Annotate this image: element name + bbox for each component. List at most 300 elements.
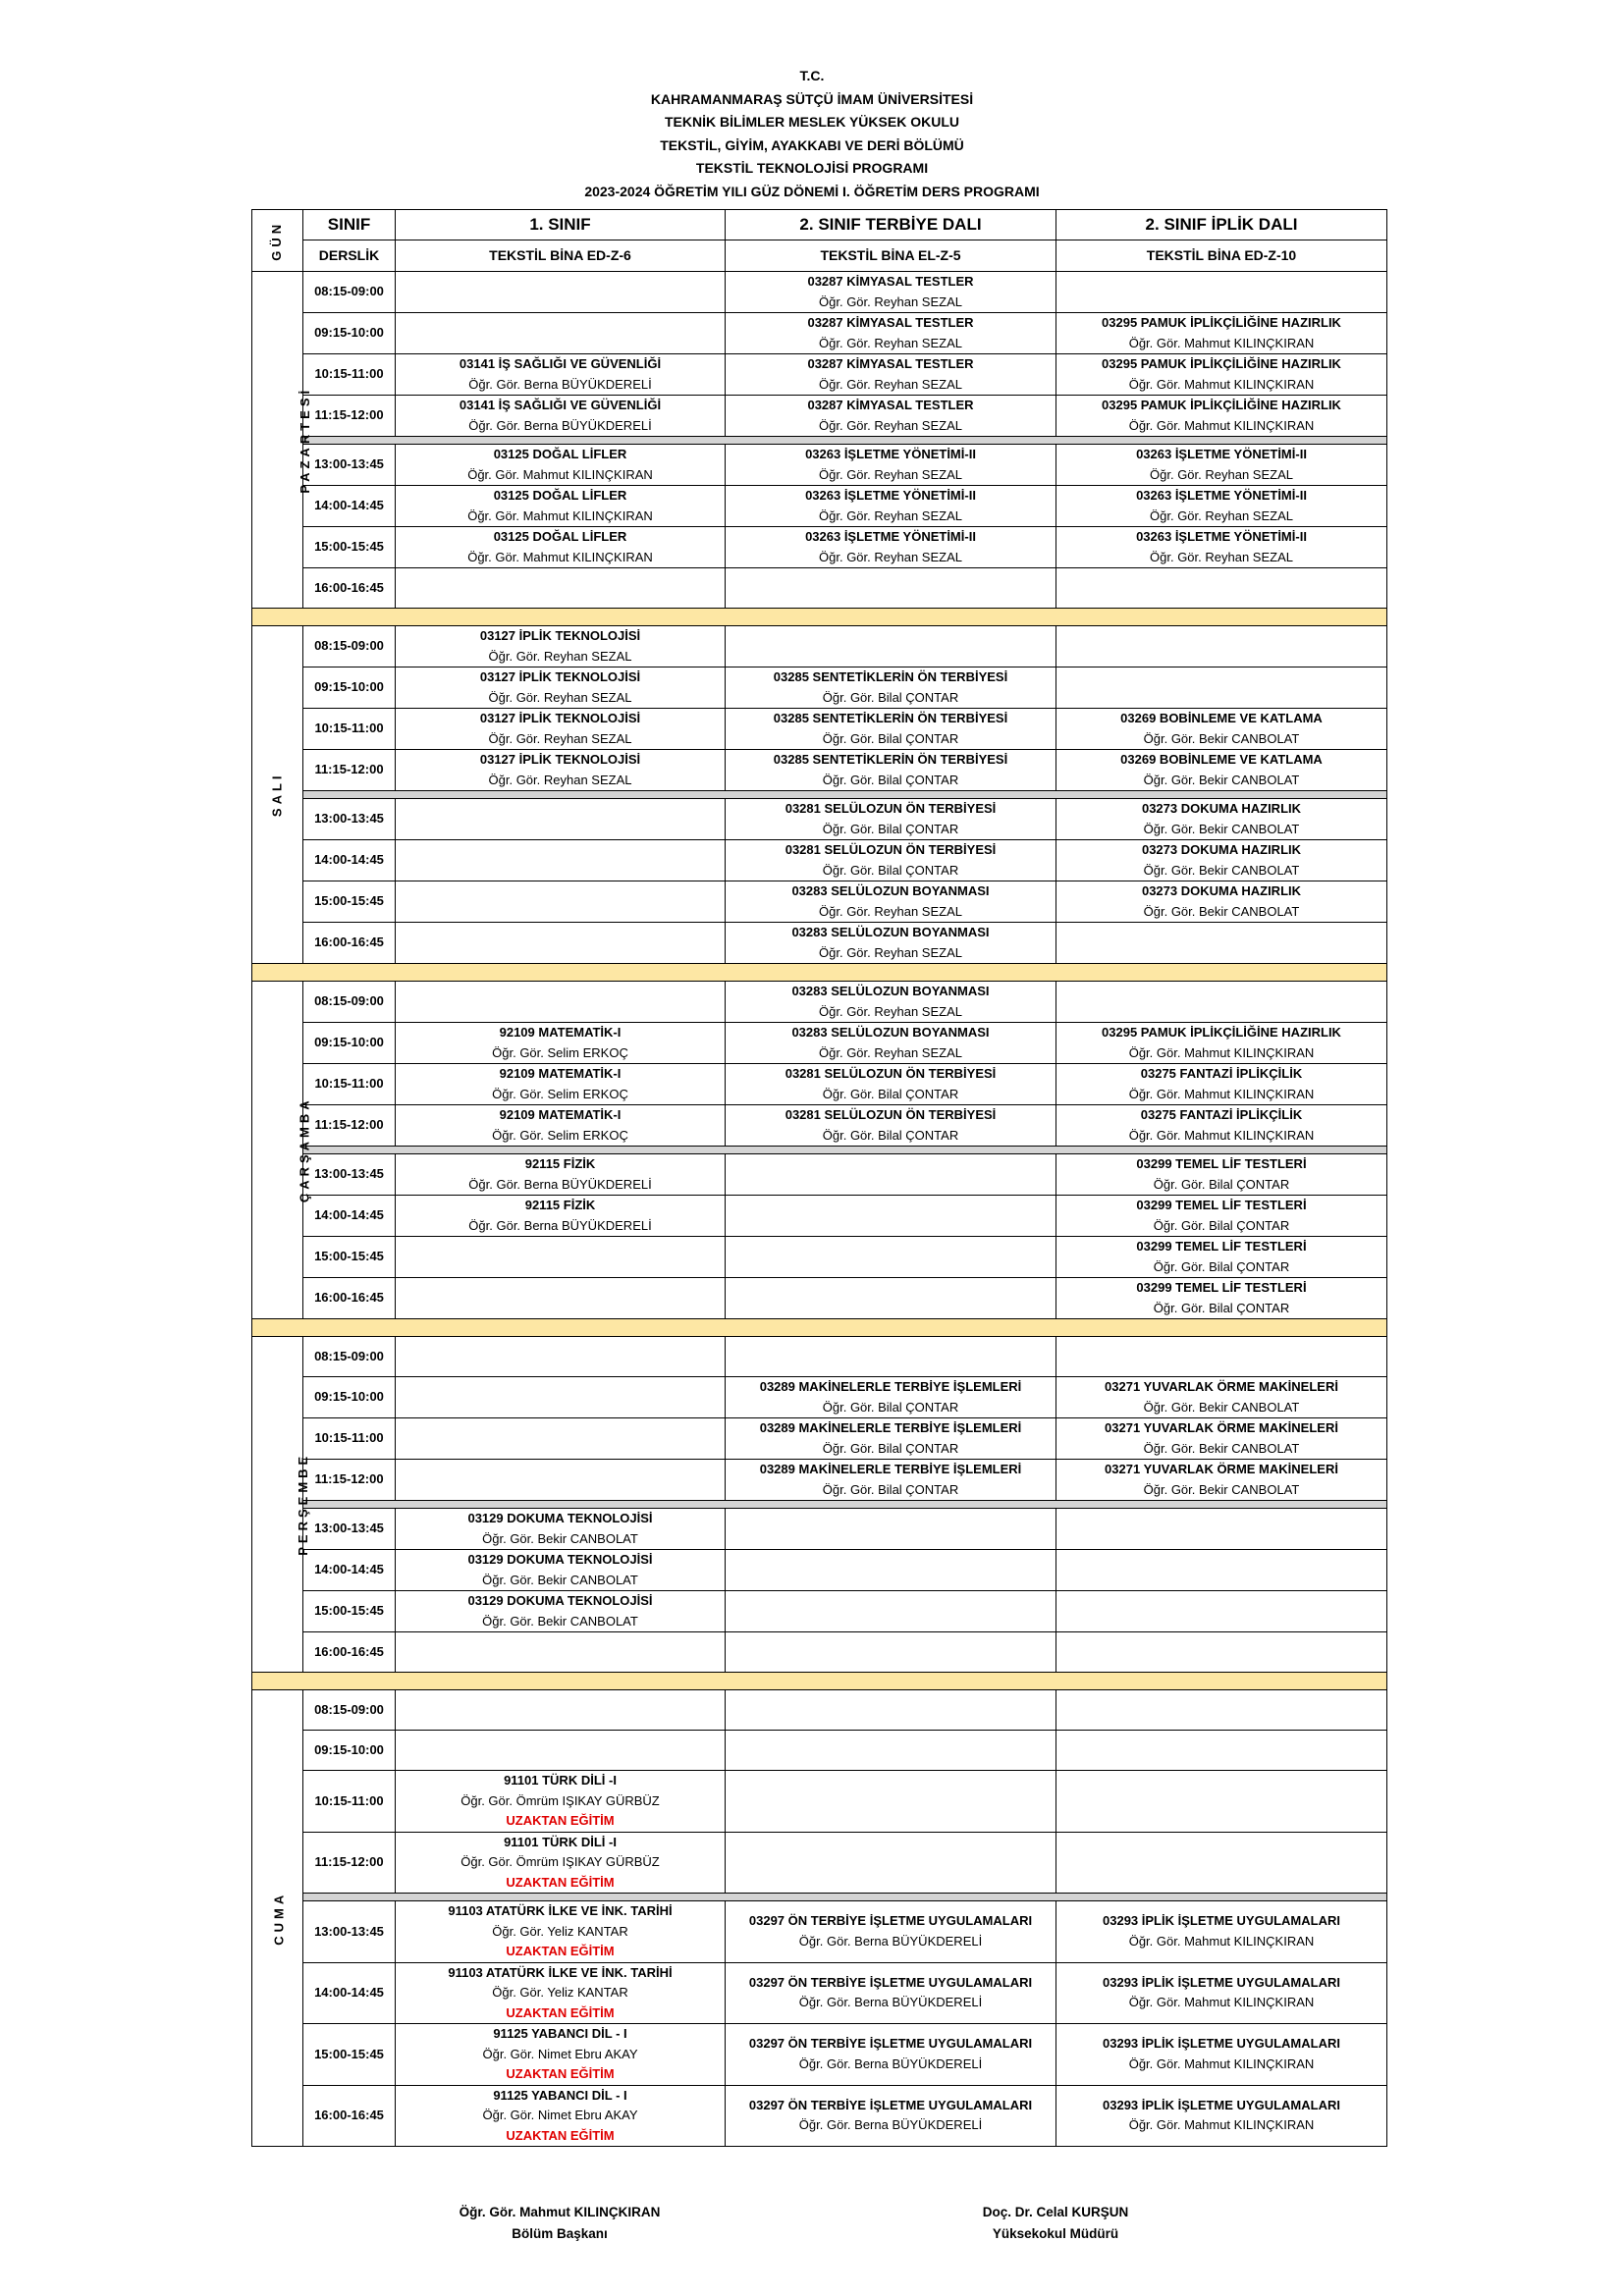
teacher-name: Öğr. Gör. Yeliz KANTAR bbox=[492, 1923, 628, 1939]
course-cell bbox=[1056, 799, 1387, 840]
schedule-row bbox=[252, 527, 1387, 568]
course-cell bbox=[1056, 1237, 1387, 1278]
empty-cell bbox=[1056, 568, 1387, 609]
lunch-break-row bbox=[252, 1147, 1387, 1154]
course-cell bbox=[1056, 354, 1387, 396]
schedule-row bbox=[252, 2085, 1387, 2147]
course-cell bbox=[1056, 750, 1387, 791]
time-slot: 14:00-14:45 bbox=[303, 1962, 396, 2024]
teacher-name: Öğr. Gör. Reyhan SEZAL bbox=[819, 1044, 962, 1060]
remote-note: UZAKTAN EĞİTİM bbox=[506, 2066, 615, 2081]
teacher-name: Öğr. Gör. Bekir CANBOLAT bbox=[1143, 730, 1300, 746]
course-name: 92115 FİZİK bbox=[524, 1198, 596, 1212]
teacher-name: Öğr. Gör. Mahmut KILINÇKIRAN bbox=[467, 507, 653, 523]
room-3: TEKSTİL BİNA ED-Z-10 bbox=[1056, 240, 1387, 272]
time-slot: 08:15-09:00 bbox=[303, 626, 396, 667]
time-slot: 13:00-13:45 bbox=[303, 799, 396, 840]
empty-cell bbox=[396, 982, 726, 1023]
course-cell bbox=[1056, 1278, 1387, 1319]
time-slot: 09:15-10:00 bbox=[303, 1377, 396, 1418]
teacher-name: Öğr. Gör. Mahmut KILINÇKIRAN bbox=[1128, 1933, 1315, 1949]
course-cell bbox=[396, 354, 726, 396]
course-cell bbox=[396, 1832, 726, 1894]
day-name-cell bbox=[252, 982, 312, 1319]
course-name: 03287 KİMYASAL TESTLER bbox=[807, 356, 974, 371]
course-name: 03295 PAMUK İPLİKÇİLİĞİNE HAZIRLIK bbox=[1102, 1025, 1341, 1040]
schedule-row bbox=[252, 1064, 1387, 1105]
teacher-name: Öğr. Gör. Yeliz KANTAR bbox=[492, 1985, 628, 2000]
teacher-name: Öğr. Gör. Bilal ÇONTAR bbox=[822, 689, 959, 705]
course-name: 03271 YUVARLAK ÖRME MAKİNELERİ bbox=[1105, 1420, 1338, 1435]
course-cell bbox=[726, 1064, 1056, 1105]
course-cell bbox=[726, 1418, 1056, 1460]
teacher-name: Öğr. Gör. Berna BÜYÜKDERELİ bbox=[468, 1176, 652, 1192]
time-slot: 14:00-14:45 bbox=[303, 840, 396, 881]
signature-left bbox=[412, 2202, 707, 2245]
course-cell bbox=[726, 1105, 1056, 1147]
day-name: PAZARTESİ bbox=[298, 386, 313, 494]
column-header-3: 2. SINIF İPLİK DALI bbox=[1056, 210, 1387, 240]
time-slot: 11:15-12:00 bbox=[303, 750, 396, 791]
time-slot: 15:00-15:45 bbox=[303, 881, 396, 923]
course-cell bbox=[396, 1064, 726, 1105]
course-name: 03269 BOBİNLEME VE KATLAMA bbox=[1120, 711, 1323, 725]
empty-cell bbox=[1056, 1731, 1387, 1771]
empty-cell bbox=[1056, 1771, 1387, 1833]
course-cell bbox=[396, 1105, 726, 1147]
empty-cell bbox=[396, 1377, 726, 1418]
teacher-name: Öğr. Gör. Reyhan SEZAL bbox=[819, 466, 962, 482]
teacher-name: Öğr. Gör. Mahmut KILINÇKIRAN bbox=[1128, 2056, 1315, 2071]
course-cell bbox=[726, 709, 1056, 750]
course-name: 03273 DOKUMA HAZIRLIK bbox=[1141, 801, 1302, 816]
schedule-row bbox=[252, 396, 1387, 437]
document-header bbox=[0, 65, 1624, 203]
course-cell bbox=[726, 445, 1056, 486]
teacher-name: Öğr. Gör. Selim ERKOÇ bbox=[492, 1044, 628, 1060]
empty-cell bbox=[1056, 667, 1387, 709]
course-cell bbox=[1056, 840, 1387, 881]
schedule-row bbox=[252, 626, 1387, 667]
day-separator-bar bbox=[252, 609, 1387, 626]
time-slot: 14:00-14:45 bbox=[303, 1550, 396, 1591]
course-cell bbox=[1056, 1418, 1387, 1460]
time-slot: 16:00-16:45 bbox=[303, 1632, 396, 1673]
schedule-table bbox=[251, 209, 1387, 2147]
course-name: 03297 ÖN TERBİYE İŞLETME UYGULAMALARI bbox=[748, 1974, 1033, 1990]
time-slot: 14:00-14:45 bbox=[303, 1196, 396, 1237]
course-cell bbox=[1056, 1196, 1387, 1237]
course-cell bbox=[1056, 2085, 1387, 2147]
empty-cell bbox=[1056, 923, 1387, 964]
empty-cell bbox=[396, 1460, 726, 1501]
empty-cell bbox=[726, 1731, 1056, 1771]
course-name: 03295 PAMUK İPLİKÇİLİĞİNE HAZIRLIK bbox=[1102, 356, 1341, 371]
empty-cell bbox=[1056, 1550, 1387, 1591]
day-name: PERŞEMBE bbox=[296, 1453, 311, 1556]
course-name: 03281 SELÜLOZUN ÖN TERBİYESİ bbox=[785, 1066, 997, 1081]
teacher-name: Öğr. Gör. Bilal ÇONTAR bbox=[822, 1399, 959, 1415]
empty-cell bbox=[396, 923, 726, 964]
schedule-row bbox=[252, 2024, 1387, 2086]
teacher-name: Öğr. Gör. Selim ERKOÇ bbox=[492, 1086, 628, 1101]
teacher-name: Öğr. Gör. Bilal ÇONTAR bbox=[1153, 1217, 1290, 1233]
teacher-name: Öğr. Gör. Bilal ÇONTAR bbox=[822, 730, 959, 746]
time-slot: 13:00-13:45 bbox=[303, 1154, 396, 1196]
teacher-name: Öğr. Gör. Reyhan SEZAL bbox=[1150, 507, 1293, 523]
day-name: ÇARŞAMBA bbox=[297, 1096, 312, 1203]
schedule-row bbox=[252, 1460, 1387, 1501]
time-slot: 13:00-13:45 bbox=[303, 1901, 396, 1963]
room-1: TEKSTİL BİNA ED-Z-6 bbox=[396, 240, 726, 272]
course-name: 03127 İPLİK TEKNOLOJİSİ bbox=[479, 711, 641, 725]
course-cell bbox=[726, 799, 1056, 840]
course-name: 03281 SELÜLOZUN ÖN TERBİYESİ bbox=[785, 842, 997, 857]
course-name: 03283 SELÜLOZUN BOYANMASI bbox=[791, 984, 990, 998]
column-header-2: 2. SINIF TERBİYE DALI bbox=[726, 210, 1056, 240]
course-cell bbox=[396, 445, 726, 486]
schedule-row bbox=[252, 1901, 1387, 1963]
time-slot: 09:15-10:00 bbox=[303, 1731, 396, 1771]
empty-cell bbox=[1056, 272, 1387, 313]
course-cell bbox=[1056, 313, 1387, 354]
time-slot: 15:00-15:45 bbox=[303, 1591, 396, 1632]
time-slot: 09:15-10:00 bbox=[303, 667, 396, 709]
teacher-name: Öğr. Gör. Reyhan SEZAL bbox=[1150, 466, 1293, 482]
course-name: 03263 İŞLETME YÖNETİMİ-II bbox=[1136, 488, 1307, 503]
class-label: SINIF bbox=[303, 210, 396, 240]
course-cell bbox=[726, 840, 1056, 881]
time-slot: 11:15-12:00 bbox=[303, 1105, 396, 1147]
teacher-name: Öğr. Gör. Mahmut KILINÇKIRAN bbox=[1128, 376, 1315, 392]
signature-right-name: Doç. Dr. Celal KURŞUN bbox=[982, 2205, 1129, 2219]
course-name: 03287 KİMYASAL TESTLER bbox=[807, 274, 974, 289]
day-name: CUMA bbox=[271, 1891, 287, 1946]
teacher-name: Öğr. Gör. Nimet Ebru AKAY bbox=[482, 2108, 638, 2122]
empty-cell bbox=[1056, 1337, 1387, 1377]
empty-cell bbox=[726, 1196, 1056, 1237]
course-cell bbox=[726, 354, 1056, 396]
teacher-name: Öğr. Gör. Reyhan SEZAL bbox=[819, 507, 962, 523]
schedule-row bbox=[252, 982, 1387, 1023]
schedule-row bbox=[252, 1550, 1387, 1591]
course-cell bbox=[726, 1901, 1056, 1963]
teacher-name: Öğr. Gör. Bilal ÇONTAR bbox=[822, 821, 959, 836]
course-name: 03275 FANTAZİ İPLİKÇİLİK bbox=[1140, 1066, 1303, 1081]
course-cell bbox=[726, 1460, 1056, 1501]
course-name: 03285 SENTETİKLERİN ÖN TERBİYESİ bbox=[773, 711, 1008, 725]
course-name: 03125 DOĞAL LİFLER bbox=[493, 447, 627, 461]
day-name: SALI bbox=[269, 772, 285, 818]
day-separator bbox=[252, 609, 1387, 626]
course-name: 03297 ÖN TERBİYE İŞLETME UYGULAMALARI bbox=[748, 2097, 1033, 2112]
schedule-row bbox=[252, 1154, 1387, 1196]
time-slot: 15:00-15:45 bbox=[303, 2024, 396, 2086]
schedule-row bbox=[252, 445, 1387, 486]
teacher-name: Öğr. Gör. Nimet Ebru AKAY bbox=[482, 2046, 638, 2061]
course-cell bbox=[396, 1154, 726, 1196]
course-name: 03287 KİMYASAL TESTLER bbox=[807, 398, 974, 412]
course-cell bbox=[726, 667, 1056, 709]
course-cell bbox=[1056, 1105, 1387, 1147]
course-cell bbox=[396, 709, 726, 750]
signature-left-name: Öğr. Gör. Mahmut KILINÇKIRAN bbox=[459, 2205, 661, 2219]
teacher-name: Öğr. Gör. Bilal ÇONTAR bbox=[1153, 1300, 1290, 1315]
schedule-row bbox=[252, 1237, 1387, 1278]
day-name-cell bbox=[252, 272, 313, 609]
course-name: 03297 ÖN TERBİYE İŞLETME UYGULAMALARI bbox=[748, 1913, 1033, 1929]
room-label: DERSLİK bbox=[303, 240, 396, 272]
course-cell bbox=[726, 313, 1056, 354]
schedule-row bbox=[252, 1196, 1387, 1237]
teacher-name: Öğr. Gör. Mahmut KILINÇKIRAN bbox=[1128, 2117, 1315, 2133]
empty-cell bbox=[396, 1418, 726, 1460]
gun-label: GÜN bbox=[269, 220, 285, 261]
course-name: 91125 YABANCI DİL - I bbox=[493, 2026, 627, 2041]
teacher-name: Öğr. Gör. Mahmut KILINÇKIRAN bbox=[1128, 335, 1315, 350]
course-name: 03129 DOKUMA TEKNOLOJİSİ bbox=[467, 1552, 653, 1567]
course-name: 03263 İŞLETME YÖNETİMİ-II bbox=[805, 529, 976, 544]
schedule-row bbox=[252, 1509, 1387, 1550]
course-name: 03141 İŞ SAĞLIĞI VE GÜVENLİĞİ bbox=[459, 398, 662, 412]
teacher-name: Öğr. Gör. Reyhan SEZAL bbox=[819, 417, 962, 433]
schedule-row bbox=[252, 1832, 1387, 1894]
course-cell bbox=[1056, 445, 1387, 486]
empty-cell bbox=[1056, 1690, 1387, 1731]
time-slot: 08:15-09:00 bbox=[303, 1690, 396, 1731]
teacher-name: Öğr. Gör. Reyhan SEZAL bbox=[819, 294, 962, 309]
time-slot: 16:00-16:45 bbox=[303, 923, 396, 964]
course-cell bbox=[396, 1023, 726, 1064]
day-name-cell bbox=[252, 626, 303, 964]
course-name: 03289 MAKİNELERLE TERBİYE İŞLEMLERİ bbox=[759, 1379, 1022, 1394]
teacher-name: Öğr. Gör. Reyhan SEZAL bbox=[819, 944, 962, 960]
empty-cell bbox=[726, 1771, 1056, 1833]
empty-cell bbox=[396, 799, 726, 840]
empty-cell bbox=[396, 1237, 726, 1278]
empty-cell bbox=[396, 272, 726, 313]
course-name: 03289 MAKİNELERLE TERBİYE İŞLEMLERİ bbox=[759, 1462, 1022, 1476]
course-name: 03293 İPLİK İŞLETME UYGULAMALARI bbox=[1103, 1913, 1340, 1929]
teacher-name: Öğr. Gör. Mahmut KILINÇKIRAN bbox=[1128, 417, 1315, 433]
empty-cell bbox=[726, 1832, 1056, 1894]
empty-cell bbox=[1056, 1591, 1387, 1632]
header-line-4: TEKSTİL, GİYİM, AYAKKABI VE DERİ BÖLÜMÜ bbox=[660, 136, 964, 153]
schedule-row bbox=[252, 1731, 1387, 1771]
lunch-break bbox=[303, 1147, 1387, 1154]
course-cell bbox=[1056, 881, 1387, 923]
teacher-name: Öğr. Gör. Berna BÜYÜKDERELİ bbox=[798, 1933, 983, 1949]
course-cell bbox=[1056, 486, 1387, 527]
empty-cell bbox=[396, 840, 726, 881]
header-line-1: T.C. bbox=[799, 68, 825, 83]
course-name: 03127 İPLİK TEKNOLOJİSİ bbox=[479, 669, 641, 684]
teacher-name: Öğr. Gör. Mahmut KILINÇKIRAN bbox=[467, 549, 653, 564]
schedule-row bbox=[252, 272, 1387, 313]
day-column-header bbox=[252, 210, 303, 272]
empty-cell bbox=[396, 881, 726, 923]
course-name: 03293 İPLİK İŞLETME UYGULAMALARI bbox=[1103, 1974, 1340, 1990]
course-cell bbox=[726, 982, 1056, 1023]
course-cell bbox=[396, 527, 726, 568]
course-cell bbox=[396, 1509, 726, 1550]
teacher-name: Öğr. Gör. Berna BÜYÜKDERELİ bbox=[468, 376, 652, 392]
course-name: 03281 SELÜLOZUN ÖN TERBİYESİ bbox=[785, 801, 997, 816]
course-cell bbox=[396, 1550, 726, 1591]
course-cell bbox=[1056, 1460, 1387, 1501]
schedule-row bbox=[252, 840, 1387, 881]
course-name: 03129 DOKUMA TEKNOLOJİSİ bbox=[467, 1593, 653, 1608]
empty-cell bbox=[726, 1591, 1056, 1632]
time-slot: 09:15-10:00 bbox=[303, 313, 396, 354]
course-name: 03299 TEMEL LİF TESTLERİ bbox=[1136, 1239, 1307, 1254]
empty-cell bbox=[396, 1731, 726, 1771]
schedule-row bbox=[252, 1771, 1387, 1833]
schedule-row bbox=[252, 1105, 1387, 1147]
course-cell bbox=[1056, 709, 1387, 750]
course-cell bbox=[1056, 1901, 1387, 1963]
empty-cell bbox=[396, 313, 726, 354]
time-slot: 11:15-12:00 bbox=[303, 396, 396, 437]
schedule-row bbox=[252, 1377, 1387, 1418]
course-cell bbox=[396, 1901, 726, 1963]
empty-cell bbox=[726, 1337, 1056, 1377]
course-cell bbox=[1056, 1377, 1387, 1418]
course-name: 03281 SELÜLOZUN ÖN TERBİYESİ bbox=[785, 1107, 997, 1122]
teacher-name: Öğr. Gör. Bilal ÇONTAR bbox=[822, 1127, 959, 1143]
teacher-name: Öğr. Gör. Ömrüm IŞIKAY GÜRBÜZ bbox=[460, 1854, 660, 1869]
empty-cell bbox=[396, 1632, 726, 1673]
lunch-break bbox=[303, 791, 1387, 799]
course-name: 92115 FİZİK bbox=[524, 1156, 596, 1171]
course-name: 03295 PAMUK İPLİKÇİLİĞİNE HAZIRLIK bbox=[1102, 398, 1341, 412]
course-name: 03263 İŞLETME YÖNETİMİ-II bbox=[805, 488, 976, 503]
day-separator bbox=[252, 964, 1387, 982]
empty-cell bbox=[1056, 1832, 1387, 1894]
empty-cell bbox=[1056, 1632, 1387, 1673]
course-cell bbox=[396, 396, 726, 437]
schedule-row bbox=[252, 667, 1387, 709]
teacher-name: Öğr. Gör. Berna BÜYÜKDERELİ bbox=[468, 417, 652, 433]
course-cell bbox=[396, 667, 726, 709]
remote-note: UZAKTAN EĞİTİM bbox=[506, 1874, 615, 1890]
teacher-name: Öğr. Gör. Berna BÜYÜKDERELİ bbox=[468, 1217, 652, 1233]
schedule-row bbox=[252, 799, 1387, 840]
empty-cell bbox=[726, 1690, 1056, 1731]
course-cell bbox=[726, 1962, 1056, 2024]
teacher-name: Öğr. Gör. Bekir CANBOLAT bbox=[482, 1572, 638, 1587]
course-name: 03289 MAKİNELERLE TERBİYE İŞLEMLERİ bbox=[759, 1420, 1022, 1435]
time-slot: 08:15-09:00 bbox=[303, 982, 396, 1023]
course-name: 03141 İŞ SAĞLIĞI VE GÜVENLİĞİ bbox=[459, 356, 662, 371]
schedule-row bbox=[252, 1337, 1387, 1377]
time-slot: 13:00-13:45 bbox=[303, 445, 396, 486]
teacher-name: Öğr. Gör. Mahmut KILINÇKIRAN bbox=[1128, 1127, 1315, 1143]
teacher-name: Öğr. Gör. Reyhan SEZAL bbox=[488, 772, 632, 787]
course-cell bbox=[726, 527, 1056, 568]
course-cell bbox=[726, 396, 1056, 437]
course-name: 03125 DOĞAL LİFLER bbox=[493, 529, 627, 544]
course-cell bbox=[726, 2024, 1056, 2086]
empty-cell bbox=[726, 1278, 1056, 1319]
empty-cell bbox=[726, 1509, 1056, 1550]
empty-cell bbox=[1056, 982, 1387, 1023]
empty-cell bbox=[726, 1237, 1056, 1278]
course-cell bbox=[396, 2085, 726, 2147]
course-cell bbox=[1056, 396, 1387, 437]
course-name: 03273 DOKUMA HAZIRLIK bbox=[1141, 842, 1302, 857]
header-line-3: TEKNİK BİLİMLER MESLEK YÜKSEK OKULU bbox=[665, 114, 959, 130]
empty-cell bbox=[726, 626, 1056, 667]
teacher-name: Öğr. Gör. Mahmut KILINÇKIRAN bbox=[1128, 1044, 1315, 1060]
course-name: 03295 PAMUK İPLİKÇİLİĞİNE HAZIRLIK bbox=[1102, 315, 1341, 330]
teacher-name: Öğr. Gör. Reyhan SEZAL bbox=[488, 648, 632, 664]
column-header-1: 1. SINIF bbox=[396, 210, 726, 240]
course-cell bbox=[1056, 1154, 1387, 1196]
lunch-break-row bbox=[252, 1894, 1387, 1901]
day-separator-bar bbox=[252, 1319, 1387, 1337]
remote-note: UZAKTAN EĞİTİM bbox=[506, 1813, 615, 1828]
time-slot: 08:15-09:00 bbox=[303, 1337, 396, 1377]
teacher-name: Öğr. Gör. Berna BÜYÜKDERELİ bbox=[798, 2117, 983, 2133]
teacher-name: Öğr. Gör. Bekir CANBOLAT bbox=[1143, 821, 1300, 836]
header-line-2: KAHRAMANMARAŞ SÜTÇÜ İMAM ÜNİVERSİTESİ bbox=[650, 90, 974, 107]
time-slot: 16:00-16:45 bbox=[303, 2085, 396, 2147]
signature-left-title: Bölüm Başkanı bbox=[512, 2226, 608, 2241]
teacher-name: Öğr. Gör. Berna BÜYÜKDERELİ bbox=[798, 2056, 983, 2071]
course-name: 92109 MATEMATİK-I bbox=[499, 1025, 622, 1040]
time-slot: 10:15-11:00 bbox=[303, 354, 396, 396]
course-name: 03269 BOBİNLEME VE KATLAMA bbox=[1120, 752, 1323, 767]
lunch-break bbox=[303, 1894, 1387, 1901]
course-name: 03299 TEMEL LİF TESTLERİ bbox=[1136, 1280, 1307, 1295]
time-slot: 10:15-11:00 bbox=[303, 1418, 396, 1460]
day-separator bbox=[252, 1673, 1387, 1690]
time-slot: 11:15-12:00 bbox=[303, 1832, 396, 1894]
teacher-name: Öğr. Gör. Reyhan SEZAL bbox=[819, 903, 962, 919]
signature-right bbox=[908, 2202, 1203, 2245]
teacher-name: Öğr. Gör. Bekir CANBOLAT bbox=[1143, 772, 1300, 787]
remote-note: UZAKTAN EĞİTİM bbox=[506, 2127, 615, 2143]
course-name: 03271 YUVARLAK ÖRME MAKİNELERİ bbox=[1105, 1462, 1338, 1476]
teacher-name: Öğr. Gör. Reyhan SEZAL bbox=[1150, 549, 1293, 564]
schedule-row bbox=[252, 1632, 1387, 1673]
time-slot: 13:00-13:45 bbox=[303, 1509, 396, 1550]
course-cell bbox=[1056, 1023, 1387, 1064]
teacher-name: Öğr. Gör. Bekir CANBOLAT bbox=[1143, 1481, 1300, 1497]
course-name: 03263 İŞLETME YÖNETİMİ-II bbox=[1136, 447, 1307, 461]
course-name: 03287 KİMYASAL TESTLER bbox=[807, 315, 974, 330]
course-cell bbox=[396, 626, 726, 667]
course-cell bbox=[396, 1196, 726, 1237]
course-name: 03283 SELÜLOZUN BOYANMASI bbox=[791, 925, 990, 939]
schedule-row bbox=[252, 1418, 1387, 1460]
course-cell bbox=[396, 1962, 726, 2024]
schedule-row bbox=[252, 1591, 1387, 1632]
course-cell bbox=[726, 1023, 1056, 1064]
teacher-name: Öğr. Gör. Reyhan SEZAL bbox=[819, 1003, 962, 1019]
course-name: 03293 İPLİK İŞLETME UYGULAMALARI bbox=[1103, 2036, 1340, 2052]
time-slot: 11:15-12:00 bbox=[303, 1460, 396, 1501]
course-cell bbox=[1056, 527, 1387, 568]
course-name: 03283 SELÜLOZUN BOYANMASI bbox=[791, 1025, 990, 1040]
teacher-name: Öğr. Gör. Bilal ÇONTAR bbox=[822, 1086, 959, 1101]
course-name: 03275 FANTAZİ İPLİKÇİLİK bbox=[1140, 1107, 1303, 1122]
teacher-name: Öğr. Gör. Selim ERKOÇ bbox=[492, 1127, 628, 1143]
header-line-6: 2023-2024 ÖĞRETİM YILI GÜZ DÖNEMİ I. ÖĞRETİM DERS PROGRAMI bbox=[584, 183, 1040, 199]
course-cell bbox=[1056, 2024, 1387, 2086]
course-name: 03127 İPLİK TEKNOLOJİSİ bbox=[479, 628, 641, 643]
